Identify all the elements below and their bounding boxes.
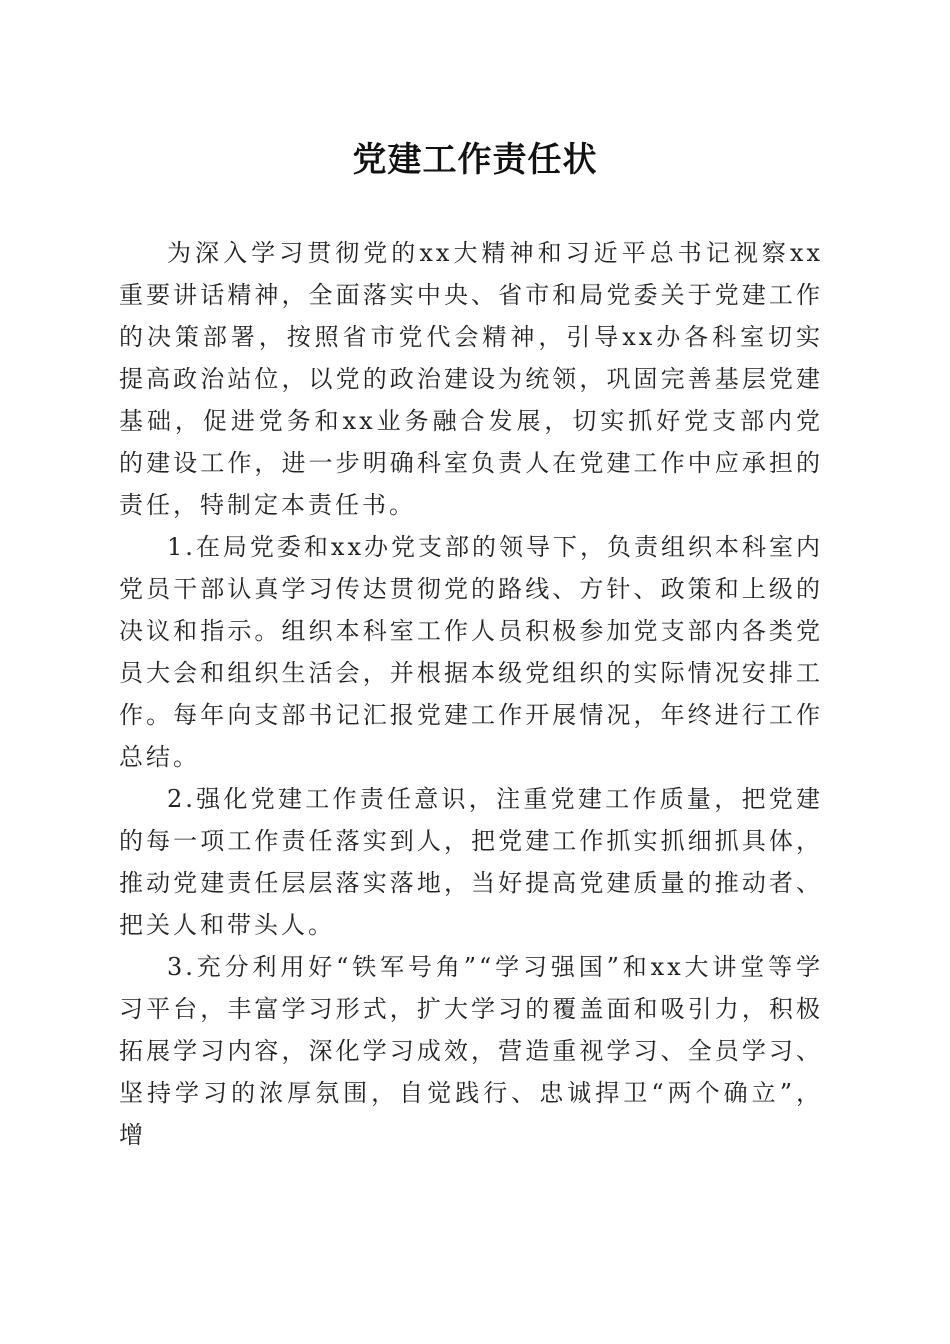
intro-paragraph: 为深入学习贯彻党的xx大精神和习近平总书记视察xx重要讲话精神，全面落实中央、省市和局党委关于党建工作的决策部署，按照省市党代会精神，引导xx办各科室切实提高政治站位，以党的政治建设为统领，巩固完善基层党建基础，促进党务和xx业务融合发展，切实抓好党支部内党的建设工作，进一步明确科室负责人在党建工作中应承担的责任，特制定本责任书。 [119, 239, 823, 519]
document-title: 党建工作责任状 [352, 140, 598, 180]
clause-paragraph-1: 1.在局党委和xx办党支部的领导下，负责组织本科室内党员干部认真学习传达贯彻党的路线、方针、政策和上级的决议和指示。组织本科室工作人员积极参加党支部内各类党员大会和组织生活会，并根据本级党组织的实际情况安排工作。每年向支部书记汇报党建工作开展情况，年终进行工作总结。 [119, 533, 823, 771]
clause-paragraph-2: 2.强化党建工作责任意识，注重党建工作质量，把党建的每一项工作责任落实到人，把党建工作抓实抓细抓具体，推动党建责任层层落实落地，当好提高党建质量的推动者、把关人和带头人。 [119, 785, 823, 939]
document-body [119, 232, 823, 1156]
clause-paragraph-3: 3.充分利用好“铁军号角”“学习强国”和xx大讲堂等学习平台，丰富学习形式，扩大学习的覆盖面和吸引力，积极拓展学习内容，深化学习成效，营造重视学习、全员学习、坚持学习的浓厚氛围，自觉践行、忠诚捍卫“两个确立”，增 [119, 953, 823, 1149]
